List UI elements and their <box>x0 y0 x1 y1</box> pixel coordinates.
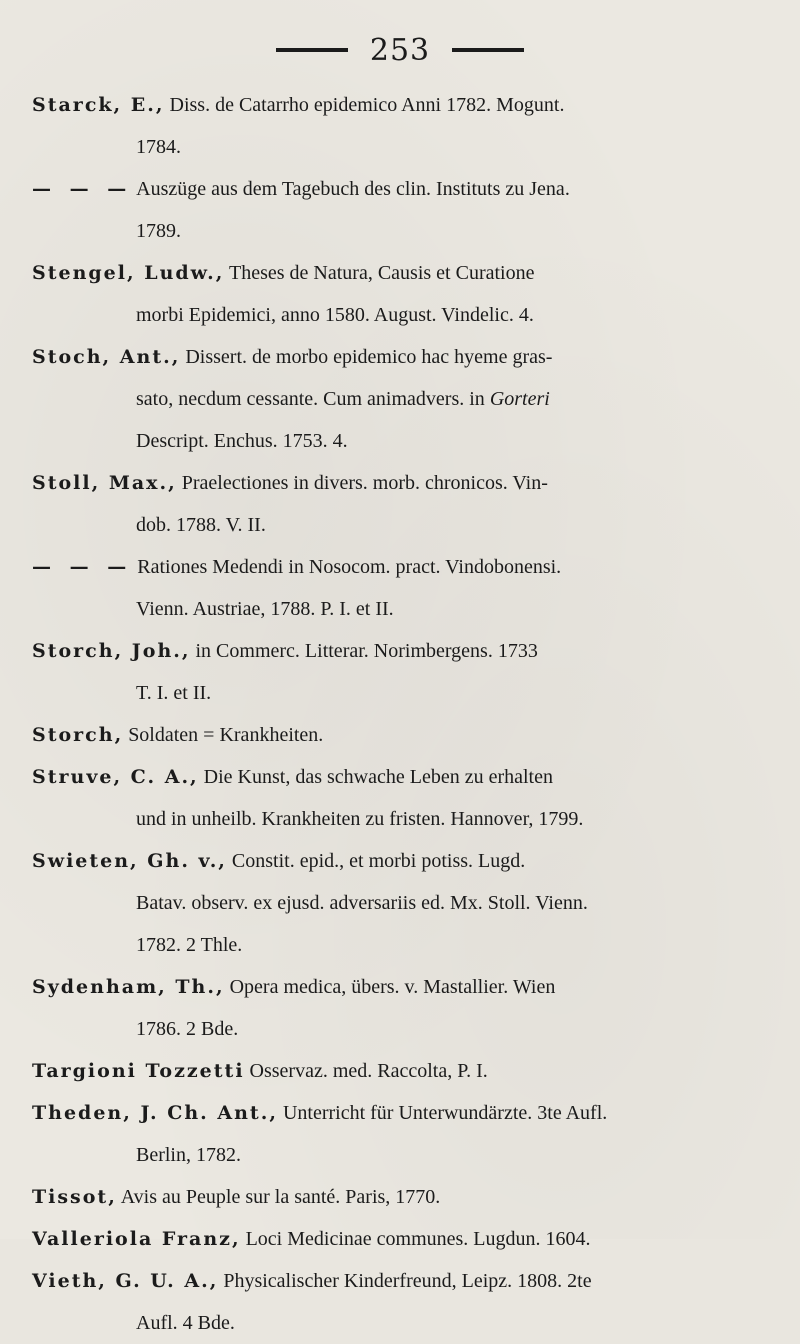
entry-text: Opera medica, übers. v. Mastallier. Wien <box>224 976 556 998</box>
entry-author: Stoch, Ant., <box>32 346 181 368</box>
bibliography-entry <box>32 168 772 252</box>
entry-text: Dissert. de morbo epidemico hac hyeme gras- <box>180 346 553 368</box>
entry-continuation-line <box>32 672 772 714</box>
entry-text: Die Kunst, das schwache Leben zu erhalten <box>198 766 553 788</box>
entry-text: T. I. et II. <box>136 682 212 704</box>
entry-text: Vienn. Austriae, 1788. P. I. et II. <box>136 598 394 620</box>
entry-first-line <box>32 1260 772 1302</box>
header-rule-right <box>452 48 524 52</box>
entry-continuation-line <box>32 420 772 462</box>
entry-first-line <box>32 714 772 756</box>
entry-first-line <box>32 756 772 798</box>
entry-italic-text: Gorteri <box>489 388 550 410</box>
entry-author: Struve, C. A., <box>32 766 199 788</box>
entry-text: sato, necdum cessante. Cum animadvers. in <box>136 388 490 410</box>
entry-text: Batav. observ. ex ejusd. adversariis ed. Mx. Stoll. Vienn. <box>136 892 588 914</box>
entry-author: Targioni Tozzetti <box>32 1060 245 1082</box>
entry-first-line <box>32 1050 772 1092</box>
entry-continuation-line <box>32 1302 772 1344</box>
bibliography-entry <box>32 840 772 966</box>
entry-text: Diss. de Catarrho epidemico Anni 1782. Mogunt. <box>164 94 565 116</box>
entry-continuation-line <box>32 924 772 966</box>
entry-continuation-line <box>32 1134 772 1176</box>
bibliography-entry <box>32 1176 772 1218</box>
bibliography-entry <box>32 336 772 462</box>
entry-author: — — — <box>32 178 133 200</box>
entry-text: Theses de Natura, Causis et Curatione <box>224 262 535 284</box>
header-rule-left <box>276 48 348 52</box>
entry-text: Descript. Enchus. 1753. 4. <box>136 430 348 452</box>
entry-text: Avis au Peuple sur la santé. Paris, 1770. <box>116 1186 441 1208</box>
entry-author: Tissot, <box>32 1186 117 1208</box>
entry-continuation-line <box>32 504 772 546</box>
entry-text: morbi Epidemici, anno 1580. August. Vindelic. 4. <box>136 304 534 326</box>
entry-author: Valleriola Franz, <box>32 1228 241 1250</box>
entry-continuation-line <box>32 1008 772 1050</box>
entry-text: in Commerc. Litterar. Norimbergens. 1733 <box>190 640 538 662</box>
entry-first-line <box>32 1176 772 1218</box>
entry-text: 1784. <box>136 136 181 158</box>
entry-first-line <box>32 84 772 126</box>
entry-text: und in unheilb. Krankheiten zu fristen. Hannover, 1799. <box>136 808 584 830</box>
entry-first-line <box>32 462 772 504</box>
bibliography-entry <box>32 630 772 714</box>
entry-continuation-line <box>32 126 772 168</box>
entry-text: Constit. epid., et morbi potiss. Lugd. <box>226 850 526 872</box>
entry-first-line <box>32 840 772 882</box>
bibliography-entry <box>32 546 772 630</box>
bibliography-entry <box>32 462 772 546</box>
entry-text: Auszüge aus dem Tagebuch des clin. Instituts zu Jena. <box>132 178 570 200</box>
entry-author: Theden, J. Ch. Ant., <box>32 1102 278 1124</box>
entry-first-line <box>32 630 772 672</box>
entry-first-line <box>32 1092 772 1134</box>
entry-first-line <box>32 336 772 378</box>
entry-first-line <box>32 1218 772 1260</box>
entry-author: — — — <box>32 556 133 578</box>
page-number: 253 <box>369 32 431 68</box>
entry-author: Swieten, Gh. v., <box>32 850 227 872</box>
entry-text: Aufl. 4 Bde. <box>136 1312 235 1334</box>
entry-first-line <box>32 252 772 294</box>
entry-text: Berlin, 1782. <box>136 1144 241 1166</box>
entry-text: Osservaz. med. Raccolta, P. I. <box>244 1060 488 1082</box>
entry-continuation-line <box>32 378 772 420</box>
bibliography-entry <box>32 1092 772 1176</box>
bibliography-entry <box>32 1218 772 1260</box>
entry-text: Soldaten = Krankheiten. <box>123 724 324 746</box>
entry-first-line <box>32 168 772 210</box>
bibliography-entry <box>32 714 772 756</box>
bibliography-entry <box>32 1050 772 1092</box>
bibliography-entry <box>32 756 772 840</box>
entry-author: Stoll, Max., <box>32 472 177 494</box>
entry-author: Storch, Joh., <box>32 640 191 662</box>
entry-text: 1786. 2 Bde. <box>136 1018 239 1040</box>
bibliography-entry <box>32 84 772 168</box>
entry-first-line <box>32 546 772 588</box>
bibliography-entry <box>32 966 772 1050</box>
entry-text: Unterricht für Unterwundärzte. 3te Aufl. <box>277 1102 608 1124</box>
page-header <box>0 30 800 70</box>
entry-author: Sydenham, Th., <box>32 976 225 998</box>
entry-first-line <box>32 966 772 1008</box>
entry-text: dob. 1788. V. II. <box>136 514 266 536</box>
entry-text: 1782. 2 Thle. <box>136 934 243 956</box>
entry-continuation-line <box>32 294 772 336</box>
entry-text: Praelectiones in divers. morb. chronicos. Vin- <box>176 472 548 494</box>
entry-text: Physicalischer Kinderfreund, Leipz. 1808. 2te <box>218 1270 592 1292</box>
entry-text: Loci Medicinae communes. Lugdun. 1604. <box>240 1228 591 1250</box>
entry-continuation-line <box>32 210 772 252</box>
bibliography-entry <box>32 1260 772 1344</box>
entry-continuation-line <box>32 588 772 630</box>
entry-author: Storch, <box>32 724 124 746</box>
entry-text: 1789. <box>136 220 181 242</box>
entry-author: Stengel, Ludw., <box>32 262 225 284</box>
entry-text: Rationes Medendi in Nosocom. pract. Vindobonensi. <box>132 556 562 578</box>
bibliography-entry <box>32 252 772 336</box>
entry-continuation-line <box>32 798 772 840</box>
entry-author: Vieth, G. U. A., <box>32 1270 219 1292</box>
entry-continuation-line <box>32 882 772 924</box>
bibliography-list <box>32 84 772 1344</box>
entry-author: Starck, E., <box>32 94 165 116</box>
